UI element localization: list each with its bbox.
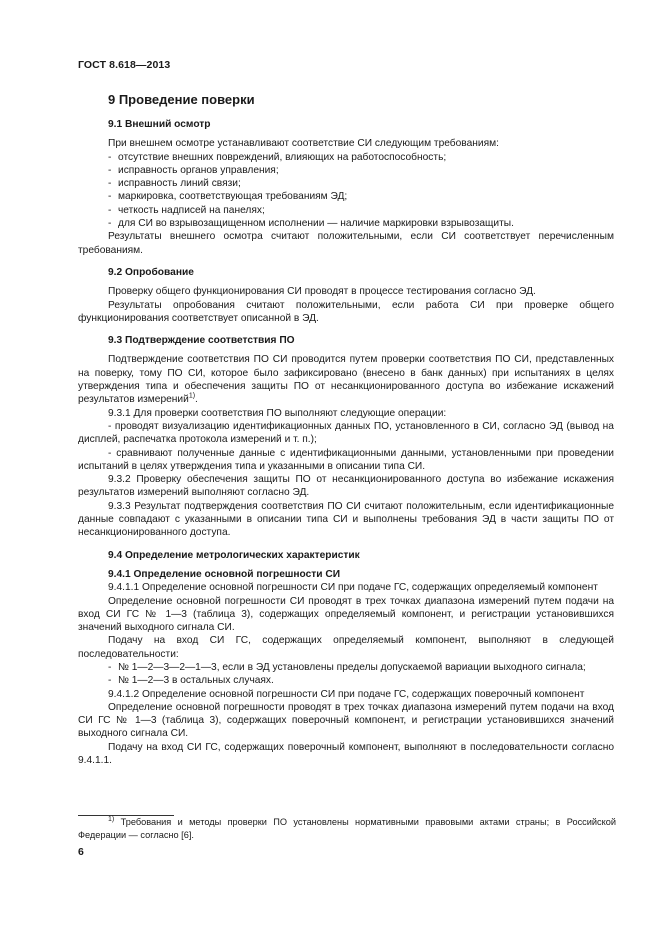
list-dash: - xyxy=(108,191,112,203)
list-item: - четкость надписей на панелях; xyxy=(108,204,265,216)
page-number: 6 xyxy=(78,846,84,858)
section-9-1-title: 9.1 Внешний осмотр xyxy=(108,119,211,130)
paragraph: 9.3.1 Для проверки соответствия ПО выполняют следующие операции: xyxy=(108,407,447,419)
paragraph: Проверку общего функционирования СИ проводят в процессе тестирования согласно ЭД. xyxy=(108,286,536,298)
list-dash: - xyxy=(108,675,112,687)
paragraph: 9.4.1.2 Определение основной погрешности СИ при подаче ГС, содержащих поверочный компонент xyxy=(108,688,585,700)
paragraph: При внешнем осмотре устанавливают соответствие СИ следующим требованиям: xyxy=(108,138,499,150)
paragraph: 9.3.2 Проверку обеспечения защиты ПО от несанкционированного доступа во избежание искажения результатов измерений выполняют согласно ЭД. xyxy=(78,474,614,499)
paragraph: Определение основной погрешности проводят в трех точках диапазона измерений путем подачи на вход СИ ГС № 1—3 (таблица 3), содержащих поверочный компонент, и регистрации установившихся значений выходного сигнала СИ. xyxy=(78,701,614,740)
section-9-3-title: 9.3 Подтверждение соответствия ПО xyxy=(108,335,295,347)
paragraph: 9.3.3 Результат подтверждения соответствия ПО СИ считают положительным, если идентификационные данные совпадают с указанными в описании типа СИ и выполнены требования ЭД в части защиты ПО от несанкционированного доступа. xyxy=(78,500,614,539)
paragraph: Подтверждение соответствия ПО СИ проводится путем проверки соответствия ПО СИ, представленных на поверку, тому ПО СИ, которое было зафиксировано (внесено в банк данных) при испытаниях в целях утверждения типа и обеспечения защиты ПО от несанкционированного доступа во избежание искажений результатов измерений$^{1)}$. xyxy=(78,354,614,406)
list-dash: - xyxy=(108,204,112,216)
list-dash: - xyxy=(108,178,112,190)
section-9-4-1-title: 9.4.1 Определение основной погрешности СИ xyxy=(108,568,341,580)
list-dash: - xyxy=(108,420,112,432)
list-item: - для СИ во взрывозащищенном исполнении — наличие маркировки взрывозащиты. xyxy=(108,218,514,230)
list-item: - исправность линий связи; xyxy=(108,178,241,190)
list-item: - проводят визуализацию идентификационных данных ПО, установленного в СИ, согласно ЭД (вывод на дисплей, распечатка протокола измерений и т. п.); xyxy=(78,420,614,446)
paragraph: Подачу на вход СИ ГС, содержащих поверочный компонент, выполняют в последовательности согласно 9.4.1.1. xyxy=(78,741,614,767)
footnote-reference: 1) xyxy=(188,392,196,400)
paragraph: Определение основной погрешности СИ проводят в трех точках диапазона измерений путем подачи на вход СИ ГС № 1—3 (таблица 3), содержащих определяемый компонент, и регистрации установившихся значений выходного сигнала СИ. xyxy=(78,595,614,634)
section-9-2-title: 9.2 Опробование xyxy=(108,266,194,278)
list-dash: - xyxy=(108,164,112,176)
list-item: - исправность органов управления; xyxy=(108,164,279,176)
list-item: - № 1—2—3—2—1—3, если в ЭД установлены пределы допускаемой вариации выходного сигнала; xyxy=(108,661,586,673)
standard-header: ГОСТ 8.618—2013 xyxy=(78,59,171,71)
list-dash: - xyxy=(108,661,112,673)
list-item: - сравнивают полученные данные с идентификационными данными, установленными при проведении испытаний в целях утверждения типа и указанными в описании типа СИ. xyxy=(78,447,614,472)
section-9-4-title: 9.4 Определение метрологических характеристик xyxy=(108,549,360,561)
list-dash: - xyxy=(108,218,112,230)
paragraph: 9.4.1.1 Определение основной погрешности СИ при подаче ГС, содержащих определяемый компонент xyxy=(108,582,598,594)
list-item: - № 1—2—3 в остальных случаях. xyxy=(108,675,274,687)
section-9-title: 9 Проведение поверки xyxy=(108,92,255,107)
list-item: - маркировка, соответствующая требованиям ЭД; xyxy=(108,191,348,203)
paragraph: Результаты опробования считают положительными, если работа СИ при проверке общего функционирования соответствует описанной в ЭД. xyxy=(78,299,614,324)
footnote: $^{1)}$ Требования и методы проверки ПО установлены нормативными правовыми актами страны; в Российской Федерации — согласно [6]. xyxy=(78,815,617,840)
page-content xyxy=(78,88,614,767)
list-dash: - xyxy=(108,447,112,459)
paragraph: Подачу на вход СИ ГС, содержащих определяемый компонент, выполняют в следующей последовательности: xyxy=(78,635,614,660)
list-item: - отсутствие внешних повреждений, влияющих на работоспособность; xyxy=(108,151,447,163)
list-dash: - xyxy=(108,151,112,163)
footnote-mark: 1) xyxy=(108,815,115,823)
paragraph: Результаты внешнего осмотра считают положительными, если СИ соответствует перечисленным требованиям. xyxy=(78,231,614,256)
